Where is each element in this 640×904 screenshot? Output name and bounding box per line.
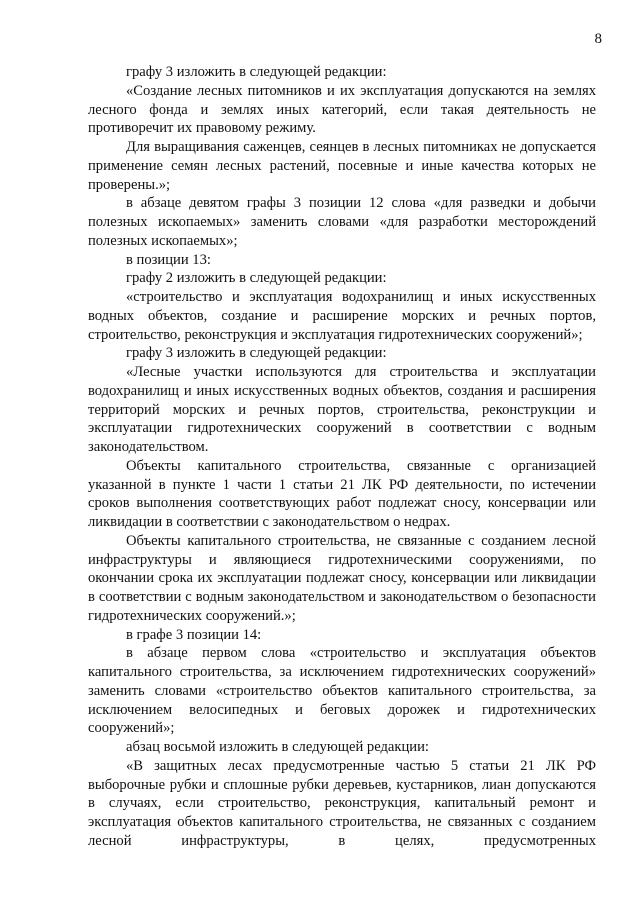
paragraph: «Создание лесных питомников и их эксплуатация допускаются на землях лесного фонда и землях иных категорий, если такая деятельность не противоречит их правовому режиму.: [88, 82, 596, 137]
paragraph: абзац восьмой изложить в следующей редакции:: [126, 739, 429, 755]
paragraph: «В защитных лесах предусмотренные частью 5 статьи 21 ЛК РФ выборочные рубки и сплошные рубки деревьев, кустарников, лиан допускаются в случаях, если строительство, реконструкция, капитальный ремонт и эксплуатация объектов капитального строительства, не связанных с созданием лесной инфраструктуры, в целях, предусмотренных: [88, 757, 596, 849]
paragraph: «Лесные участки используются для строительства и эксплуатации водохранилищ и иных искусственных водных объектов, создания и расширения территорий морских и речных портов, строительства, реконструкции и эксплуатации гидротехнических сооружений в соответствии с водным законодательством.: [88, 364, 596, 455]
paragraph: Для выращивания саженцев, сеянцев в лесных питомниках не допускается применение семян лесных растений, посевные и иные качества которых не проверены.»;: [88, 139, 596, 193]
paragraph: в графе 3 позиции 14:: [126, 626, 262, 643]
paragraph: «строительство и эксплуатация водохранилищ и иных искусственных водных объектов, создание и расширение морских и речных портов, строительство, реконструкция и эксплуатация гидротехнических сооружений»;: [88, 289, 596, 343]
page-number: 8: [594, 31, 602, 47]
paragraph: графу 2 изложить в следующей редакции:: [126, 270, 387, 287]
paragraph: графу 3 изложить в следующей редакции:: [126, 345, 387, 362]
paragraph: Объекты капитального строительства, связанные с организацией указанной в пункте 1 части 1 статьи 21 ЛК РФ деятельности, по истечении сроков выполнения соответствующих работ подлежат сносу, консервации или ликвидации в соответствии с законодательством о недрах.: [88, 457, 596, 530]
paragraph: в абзаце девятом графы 3 позиции 12 слова «для разведки и добычи полезных ископаемых» заменить словами «для разработки месторождений полезных ископаемых»;: [88, 195, 596, 249]
paragraph: в позиции 13:: [126, 251, 211, 268]
document-body: [88, 63, 596, 851]
paragraph: графу 3 изложить в следующей редакции:: [126, 64, 387, 80]
paragraph: Объекты капитального строительства, не связанные с созданием лесной инфраструктуры и являющиеся гидротехническими сооружениями, по окончании срока их эксплуатации подлежат сносу, консервации или ликвидации в соответствии с водным законодательством и законодательством о безопасности гидротехнических сооружений.»;: [88, 532, 596, 624]
paragraph: в абзаце первом слова «строительство и эксплуатация объектов капитального строительства, за исключением гидротехнических сооружений» заменить словами «строительство объектов капитального строительства, за исключением велосипедных и беговых дорожек и гидротехнических сооружений»;: [88, 645, 596, 737]
